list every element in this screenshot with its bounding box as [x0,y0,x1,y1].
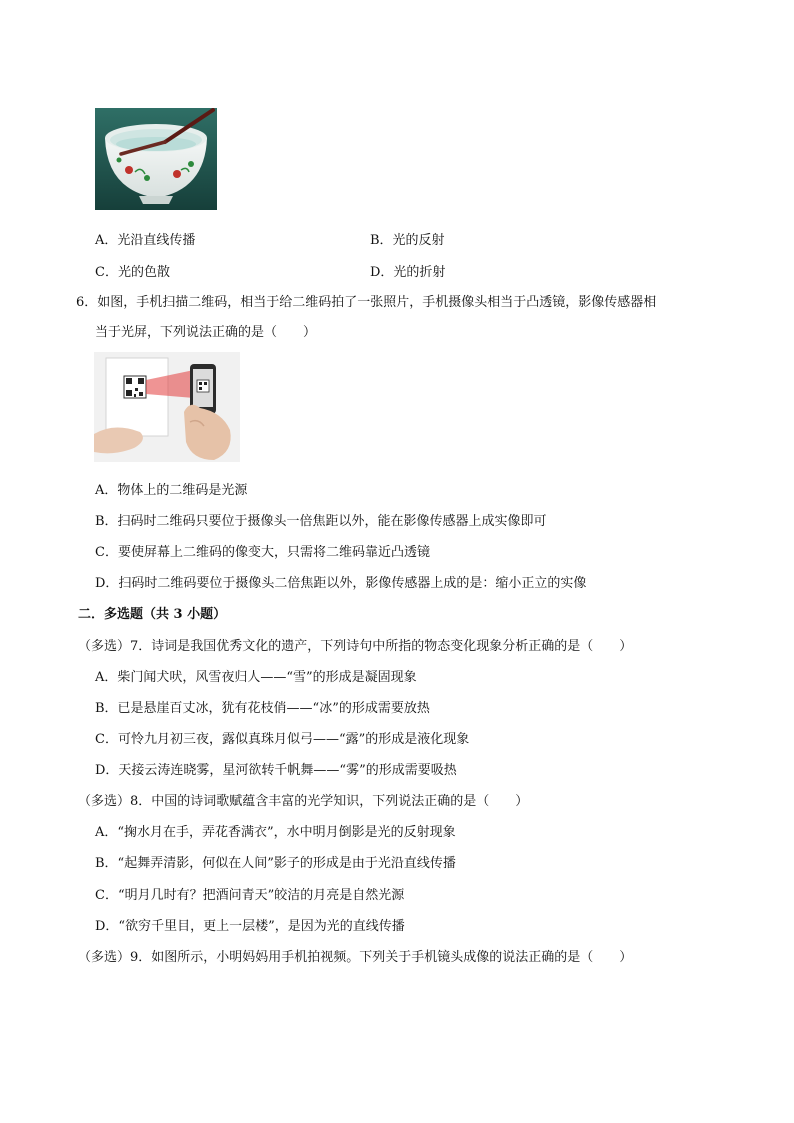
q9-stem: （多选）9．如图所示，小明妈妈用手机拍视频。下列关于手机镜头成像的说法正确的是（ ） [78,950,633,965]
q5-option-c: C．光的色散 [95,265,170,280]
q6-stem-line-2: 当于光屏，下列说法正确的是（ ） [95,325,317,340]
q8-option-d: D．“欲穷千里目，更上一层楼”，是因为光的直线传播 [95,919,405,934]
q6-option-b: B．扫码时二维码只要位于摄像头一倍焦距以外，能在影像传感器上成实像即可 [95,514,547,529]
q5-option-b: B．光的反射 [370,233,445,248]
q7-option-c: C．可怜九月初三夜，露似真珠月似弓——“露”的形成是液化现象 [95,732,470,747]
q8-option-b: B．“起舞弄清影，何似在人间”影子的形成是由于光沿直线传播 [95,856,456,871]
bowl-illustration [95,108,217,210]
q5-option-a: A．光沿直线传播 [95,233,196,248]
q7-option-d: D．天接云涛连晓雾，星河欲转千帆舞——“雾”的形成需要吸热 [95,763,457,778]
q8-option-c: C．“明月几时有？把酒问青天”皎洁的月亮是自然光源 [95,888,405,903]
q5-option-d: D．光的折射 [370,265,446,280]
q6-stem-line-1: 6．如图，手机扫描二维码，相当于给二维码拍了一张照片，手机摄像头相当于凸透镜，影像传感器相 [76,295,657,310]
q8-option-a: A．“掬水月在手，弄花香满衣”，水中明月倒影是光的反射现象 [95,825,456,840]
q6-option-d: D．扫码时二维码要位于摄像头二倍焦距以外，影像传感器上成的是：缩小正立的实像 [95,576,587,591]
q7-option-b: B．已是悬崖百丈冰，犹有花枝俏——“冰”的形成需要放热 [95,701,430,716]
phone-scan-qr-figure [94,352,240,462]
section-title-multiple-choice: 二．多选题（共 3 小题） [78,607,227,622]
q8-stem: （多选）8．中国的诗词歌赋蕴含丰富的光学知识，下列说法正确的是（ ） [78,794,529,809]
bowl-with-chopstick-figure [95,108,217,210]
q7-option-a: A．柴门闻犬吠，风雪夜归人——“雪”的形成是凝固现象 [95,670,417,685]
q7-stem: （多选）7．诗词是我国优秀文化的遗产，下列诗句中所指的物态变化现象分析正确的是（ ） [78,639,633,654]
q6-option-a: A．物体上的二维码是光源 [95,483,248,498]
qr-scan-illustration [94,352,240,462]
q6-option-c: C．要使屏幕上二维码的像变大，只需将二维码靠近凸透镜 [95,545,430,560]
